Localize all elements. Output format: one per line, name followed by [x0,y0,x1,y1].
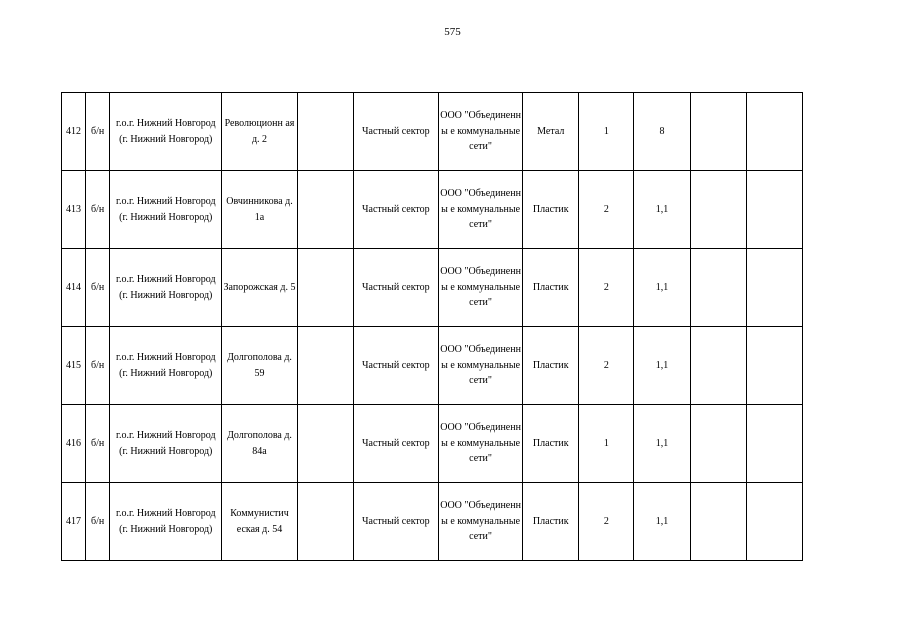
cell-empty [746,171,802,249]
page-number: 575 [444,26,461,38]
table-row [62,405,803,483]
cell-address: Овчинникова д. 1а [222,171,297,249]
cell-address: Запорожская д. 5 [222,249,297,327]
cell-container-volume: 8 [634,93,690,171]
cell-municipality: г.о.г. Нижний Новгород (г. Нижний Новгород) [110,405,222,483]
cell-empty [746,249,802,327]
cell-municipality: г.о.г. Нижний Новгород (г. Нижний Новгород) [110,93,222,171]
cell-row-number: 415 [62,327,86,405]
cell-organization: ООО "Объединенны е коммунальные сети" [438,171,522,249]
cell-material: Метал [523,93,579,171]
cell-container-volume: 1,1 [634,327,690,405]
cell-container-count: 1 [579,93,634,171]
table-row [62,483,803,561]
table-row [62,93,803,171]
cell-sector: Частный сектор [353,405,438,483]
cell-empty [690,405,746,483]
cell-row-number: 417 [62,483,86,561]
cell-empty [746,327,802,405]
table-row [62,327,803,405]
cell-material: Пластик [523,171,579,249]
cell-container-volume: 1,1 [634,249,690,327]
table-row [62,249,803,327]
cell-empty [690,249,746,327]
cell-registry-number: б/н [86,93,110,171]
cell-material: Пластик [523,327,579,405]
cell-container-count: 1 [579,405,634,483]
cell-organization: ООО "Объединенны е коммунальные сети" [438,249,522,327]
cell-row-number: 416 [62,405,86,483]
cell-empty [297,171,353,249]
cell-address: Революционн ая д. 2 [222,93,297,171]
cell-empty [297,249,353,327]
cell-organization: ООО "Объединенны е коммунальные сети" [438,483,522,561]
cell-container-volume: 1,1 [634,171,690,249]
cell-row-number: 414 [62,249,86,327]
cell-container-count: 2 [579,171,634,249]
cell-container-volume: 1,1 [634,405,690,483]
cell-empty [690,93,746,171]
cell-empty [690,327,746,405]
registry-table-body [62,93,803,561]
cell-sector: Частный сектор [353,171,438,249]
cell-organization: ООО "Объединенны е коммунальные сети" [438,405,522,483]
cell-empty [297,483,353,561]
cell-empty [297,327,353,405]
cell-address: Долгополова д. 84а [222,405,297,483]
cell-organization: ООО "Объединенны е коммунальные сети" [438,93,522,171]
cell-empty [690,483,746,561]
cell-container-count: 2 [579,327,634,405]
cell-row-number: 412 [62,93,86,171]
cell-municipality: г.о.г. Нижний Новгород (г. Нижний Новгород) [110,249,222,327]
cell-registry-number: б/н [86,405,110,483]
cell-sector: Частный сектор [353,93,438,171]
cell-empty [297,93,353,171]
cell-empty [746,93,802,171]
cell-sector: Частный сектор [353,327,438,405]
cell-material: Пластик [523,483,579,561]
cell-container-count: 2 [579,249,634,327]
cell-container-volume: 1,1 [634,483,690,561]
cell-registry-number: б/н [86,483,110,561]
cell-address: Коммунистич еская д. 54 [222,483,297,561]
cell-sector: Частный сектор [353,483,438,561]
cell-municipality: г.о.г. Нижний Новгород (г. Нижний Новгород) [110,327,222,405]
cell-empty [297,405,353,483]
cell-empty [746,483,802,561]
cell-registry-number: б/н [86,249,110,327]
table-row [62,171,803,249]
cell-material: Пластик [523,405,579,483]
cell-material: Пластик [523,249,579,327]
cell-organization: ООО "Объединенны е коммунальные сети" [438,327,522,405]
cell-municipality: г.о.г. Нижний Новгород (г. Нижний Новгород) [110,483,222,561]
registry-table [61,92,803,561]
cell-container-count: 2 [579,483,634,561]
cell-empty [690,171,746,249]
cell-address: Долгополова д. 59 [222,327,297,405]
cell-empty [746,405,802,483]
cell-registry-number: б/н [86,327,110,405]
cell-sector: Частный сектор [353,249,438,327]
cell-registry-number: б/н [86,171,110,249]
cell-row-number: 413 [62,171,86,249]
cell-municipality: г.о.г. Нижний Новгород (г. Нижний Новгород) [110,171,222,249]
